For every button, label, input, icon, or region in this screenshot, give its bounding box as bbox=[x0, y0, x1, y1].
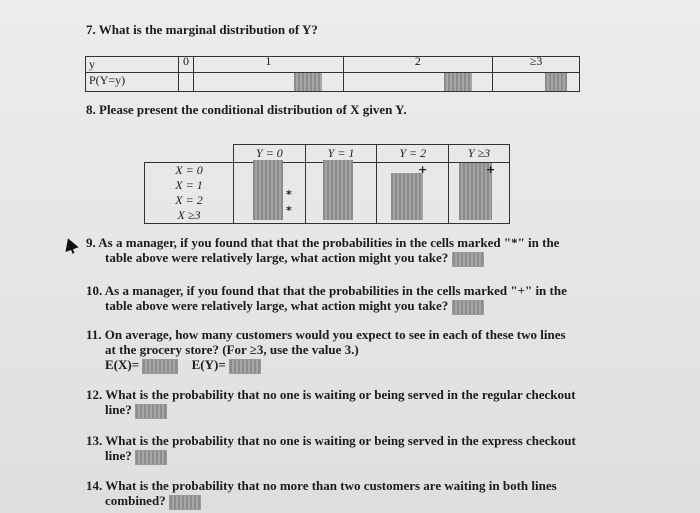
answer-cell-p2[interactable] bbox=[343, 73, 493, 92]
answer-box-ey[interactable] bbox=[229, 359, 261, 374]
col-header-y1: Y = 1 bbox=[305, 145, 377, 163]
mouse-pointer-icon bbox=[61, 236, 78, 252]
col-header-y0: Y = 0 bbox=[234, 145, 306, 163]
answer-box-ex[interactable] bbox=[142, 359, 178, 374]
question-11 bbox=[86, 327, 566, 374]
ex-label: E(X)= bbox=[105, 357, 140, 372]
question-12 bbox=[86, 387, 576, 419]
answer-box-q13[interactable] bbox=[135, 450, 167, 465]
header-y3: ≥3 bbox=[493, 57, 580, 73]
masked-column-y1 bbox=[323, 160, 353, 220]
question-number: 9. bbox=[86, 235, 96, 250]
question-text-line2: line? bbox=[105, 402, 132, 417]
ey-label: E(Y)= bbox=[191, 357, 226, 372]
row-label-x1: X = 1 bbox=[145, 178, 234, 193]
row-label-x0: X = 0 bbox=[145, 163, 234, 179]
question-14 bbox=[86, 478, 557, 510]
question-text-line2: table above were relatively large, what action might you take? bbox=[105, 298, 449, 313]
question-text-line1: As a manager, if you found that that the probabilities in the cells marked "*" in the bbox=[98, 235, 560, 250]
question-text: What is the marginal distribution of Y? bbox=[98, 22, 318, 37]
answer-box-q14[interactable] bbox=[169, 495, 201, 510]
plus-mark: + bbox=[418, 163, 428, 176]
corner-cell bbox=[145, 145, 234, 163]
answer-box-q12[interactable] bbox=[135, 404, 167, 419]
header-y2: 2 bbox=[343, 57, 493, 73]
answer-cell-p0[interactable] bbox=[179, 73, 194, 92]
answer-cell-p1[interactable] bbox=[194, 73, 344, 92]
masked-column-y2 bbox=[391, 173, 423, 220]
answer-box-q9[interactable] bbox=[452, 252, 484, 267]
masked-column-y0 bbox=[253, 160, 283, 220]
answer-cell-p3[interactable] bbox=[493, 73, 580, 92]
plus-mark: + bbox=[486, 163, 496, 176]
header-y0: 0 bbox=[179, 57, 194, 73]
row-label-x2: X = 2 bbox=[145, 193, 234, 208]
question-13 bbox=[86, 433, 576, 465]
question-text-line1: What is the probability that no one is waiting or being served in the regular checkout bbox=[105, 387, 576, 402]
question-text-line1: What is the probability that no more than two customers are waiting in both lines bbox=[105, 478, 557, 493]
question-text-line1: As a manager, if you found that that the probabilities in the cells marked "+" in the bbox=[104, 283, 567, 298]
header-y1: 1 bbox=[194, 57, 344, 73]
col-header-y3: Y ≥3 bbox=[449, 145, 510, 163]
question-text-line2: combined? bbox=[105, 493, 166, 508]
question-number: 13. bbox=[86, 433, 103, 448]
question-text-line2: line? bbox=[105, 448, 132, 463]
question-10 bbox=[86, 283, 567, 315]
question-text-line1: What is the probability that no one is waiting or being served in the express checkout bbox=[105, 433, 576, 448]
question-text: Please present the conditional distribution of X given Y. bbox=[99, 102, 407, 117]
question-text-line2: table above were relatively large, what action might you take? bbox=[105, 250, 449, 265]
answer-box-q10[interactable] bbox=[452, 300, 484, 315]
question-text-line2: at the grocery store? (For ≥3, use the value 3.) bbox=[105, 342, 359, 357]
marginal-distribution-table bbox=[85, 56, 580, 92]
question-8 bbox=[86, 102, 407, 117]
question-7 bbox=[86, 22, 318, 37]
row-label-x3: X ≥3 bbox=[145, 208, 234, 224]
question-number: 10. bbox=[86, 283, 103, 298]
star-mark: * bbox=[286, 204, 292, 217]
row-label-pyy: P(Y=y) bbox=[86, 73, 179, 92]
question-number: 12. bbox=[86, 387, 103, 402]
question-number: 7. bbox=[86, 22, 96, 37]
star-mark: * bbox=[286, 188, 292, 201]
question-number: 11. bbox=[86, 327, 102, 342]
question-number: 8. bbox=[86, 102, 96, 117]
question-9 bbox=[86, 235, 559, 267]
row-label-y: y bbox=[86, 57, 179, 73]
question-number: 14. bbox=[86, 478, 103, 493]
question-text-line1: On average, how many customers would you expect to see in each of these two lines bbox=[104, 327, 566, 342]
col-header-y2: Y = 2 bbox=[377, 145, 449, 163]
